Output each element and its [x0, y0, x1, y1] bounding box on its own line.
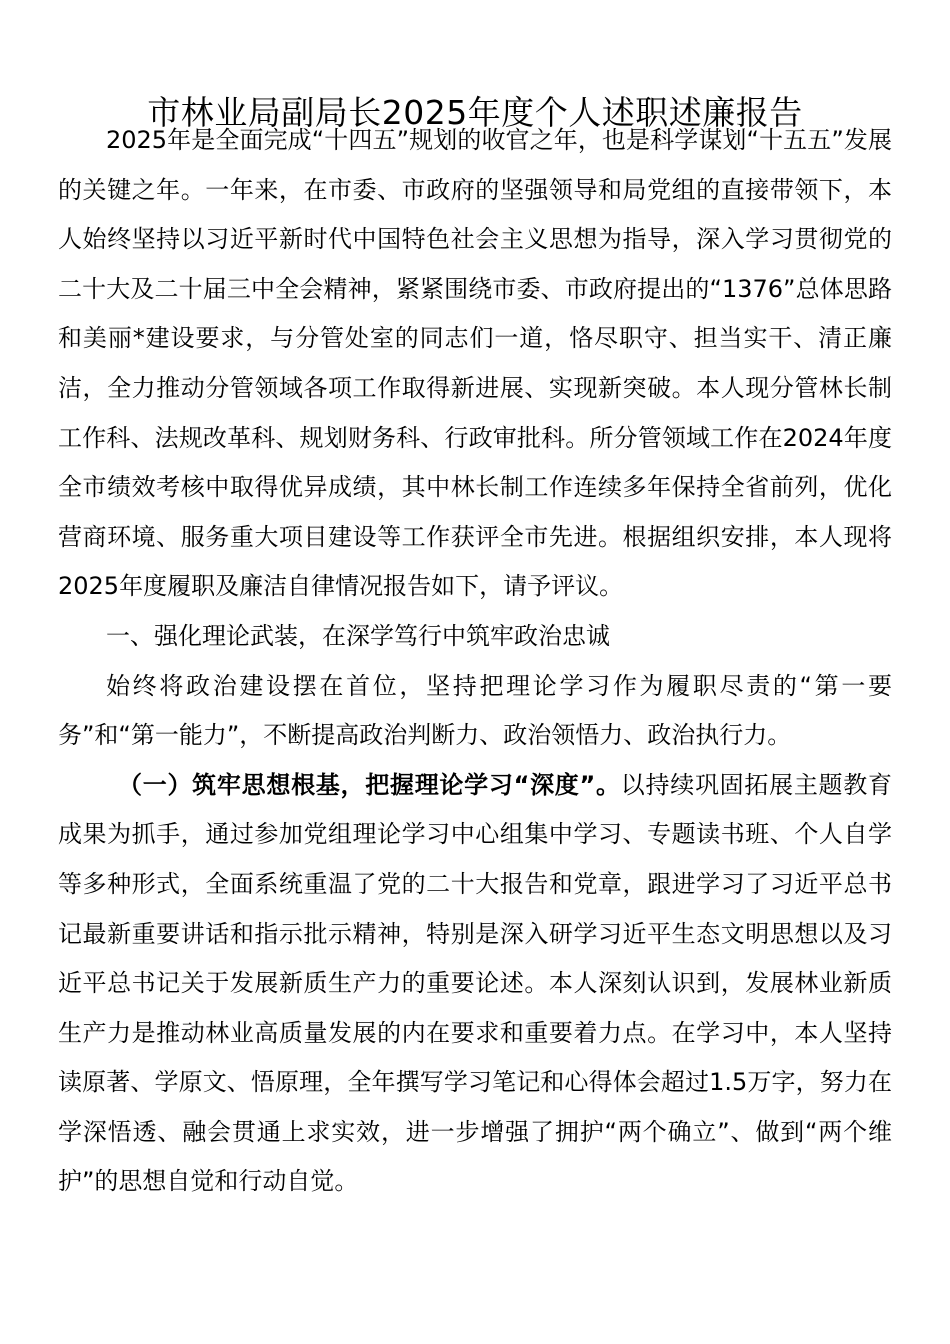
intro-paragraph: 2025年是全面完成“十四五”规划的收官之年，也是科学谋划“十五五”发展的关键之年。一年来，在市委、市政府的坚强领导和局党组的直接带领下，本人始终坚持以习近平新时代中国特色社会主义思想为指导，深入学习贯彻党的二十大及二十届三中全会精神，紧紧围绕市委、市政府提出的“1376”总体思路和美丽*建设要求，与分管处室的同志们一道，恪尽职守、担当实干、清正廉洁，全力推动分管领域各项工作取得新进展、实现新突破。本人现分管林长制工作科、法规改革科、规划财务科、行政审批科。所分管领域工作在2024年度全市绩效考核中取得优异成绩，其中林长制工作连续多年保持全省前列，优化营商环境、服务重大项目建设等工作获评全市先进。根据组织安排，本人现将2025年度履职及廉洁自律情况报告如下，请予评议。 — [58, 126, 892, 601]
subsection-1-paragraph — [58, 761, 892, 1207]
document-body — [58, 116, 892, 1207]
document-title: 市林业局副局长2025年度个人述职述廉报告 — [147, 93, 803, 133]
subsection-1-heading: （一）筑牢思想根基，把握理论学习“深度”。 — [118, 770, 621, 799]
section-1-intro-paragraph: 始终将政治建设摆在首位，坚持把理论学习作为履职尽责的“第一要务”和“第一能力”，不断提高政治判断力、政治领悟力、政治执行力。 — [58, 671, 892, 750]
subsection-1-text: 以持续巩固拓展主题教育成果为抓手，通过参加党组理论学习中心组集中学习、专题读书班、个人自学等多种形式，全面系统重温了党的二十大报告和党章，跟进学习了习近平总书记最新重要讲话和指示批示精神，特别是深入研学习近平生态文明思想以及习近平总书记关于发展新质生产力的重要论述。本人深刻认识到，发展林业新质生产力是推动林业高质量发展的内在要求和重要着力点。在学习中，本人坚持读原著、学原文、悟原理，全年撰写学习笔记和心得体会超过1.5万字，努力在学深悟透、融会贯通上求实效，进一步增强了拥护“两个确立”、做到“两个维护”的思想自觉和行动自觉。 — [58, 770, 893, 1196]
section-heading-1: 一、强化理论武装，在深学笃行中筑牢政治忠诚 — [106, 621, 610, 650]
